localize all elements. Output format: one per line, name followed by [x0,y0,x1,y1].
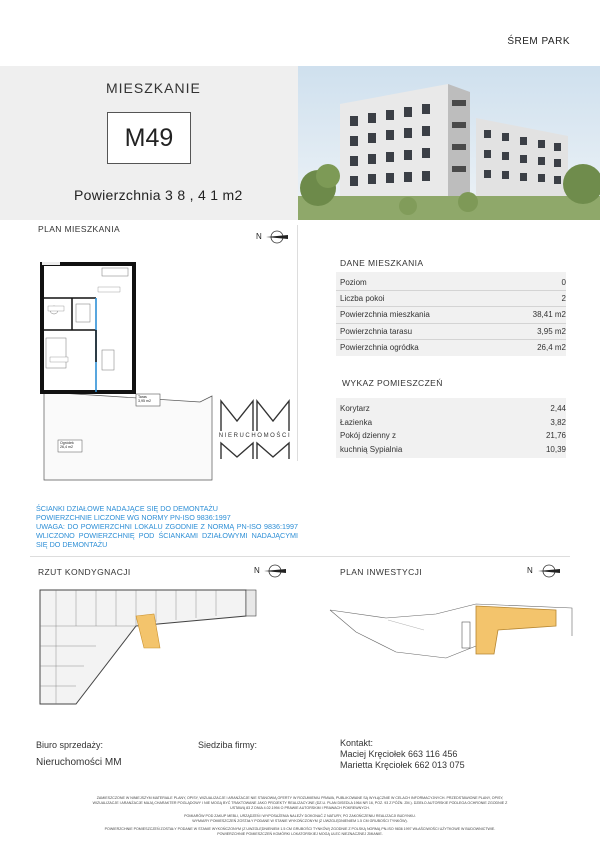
disclaimer-line: ZAMIESZCZONE W NINIEJSZYM MATERIALE PLANY, OPISY, WIZUALIZACJE I ARANŻACJE NIE STANOWIĄ OFERTY W ROZUMIENIU PRAWA, PUBLIKOWANE SĄ WYŁĄCZNIE W CELACH INFORMACYJNYCH. PRZEDSTAWIONE PLANY, OPISY, [96,796,504,800]
terrace-area: 3,95 m2 [138,399,151,403]
room-row [340,416,566,429]
company-logo [215,395,295,465]
headquarters-title: Siedziba firmy: [198,740,258,750]
sales-office-name: Nieruchomości MM [36,757,122,768]
apartment-code-box [107,112,191,164]
details-row-label: Powierzchnia mieszkania [340,310,430,320]
sales-office-title: Biuro sprzedaży: [36,740,104,750]
details-section-title: DANE MIESZKANIA [340,258,424,268]
contact-person-1[interactable]: Maciej Kręciołek 663 116 456 [340,749,458,759]
details-row-label: Liczba pokoi [340,293,385,303]
room-area: 3,82 [550,417,566,427]
plan-section-title: PLAN MIESZKANIA [38,224,121,234]
north-label-2: N [254,566,260,575]
details-row-value: 38,41 m2 [532,310,566,320]
details-row-label: Powierzchnia ogródka [340,343,419,353]
room-row [340,443,566,456]
disclaimer-line: WIZUALIZACJE I ARANŻACJE MAJĄ CHARAKTER POGLĄDOWY I NIE MOGĄ BYĆ TRAKTOWANE JAKO PROJEKTY REALIZACYJNE (DZ.U. PLAN DISEDLA 1964 NR 16, POZ. 93 Z PÓŹN. ZM.). DZIEŁO AUTORSKIE PODLEGA OCHRONIE ZGODNIE Z [92,801,508,805]
disclaimer-line: WYMIARY POMIESZCZEŃ ZOSTAŁY PODANE W STANIE WYKOŃCZONYM (Z UWZGLĘDNIENIEM 1.5 CM GRUBOŚCI TYNKÓW). [192,819,408,823]
north-arrow-icon [264,230,290,244]
room-area: 2,44 [550,404,566,413]
disclaimer-line: POMIARÓW POD ZAKUP MEBLI, URZĄDZEŃ I WYPOSAŻENIA NALEŻY DOKONAĆ Z NATURY, PO ZAKOŃCZENIU REALIZACJI BUDYNKU. [184,814,416,818]
north-label-3: N [527,566,533,575]
disclaimer-line: POWIERZCHNIE POMIESZCZEŃ KOMÓRKI LOKATORSKIEJ MOGĄ ULEC NIEZNACZNEJ ZMIANIE. [217,832,383,836]
details-row [336,340,566,356]
legal-disclaimer [30,796,570,837]
room-name: kuchnią Sypialnia [340,444,403,454]
apartment-label: MIESZKANIE [106,80,201,96]
vertical-divider [297,225,298,461]
north-arrow-icon [536,564,562,578]
details-row-value: 0 [561,277,566,287]
room-row [340,402,566,415]
building-rendering [298,66,600,220]
rooms-section-title: WYKAZ POMIESZCZEŃ [342,378,443,388]
room-area: 21,76 [545,431,566,440]
terrace-name: Taras [138,395,147,399]
details-row [336,307,566,324]
details-row [336,323,566,340]
details-row [336,274,566,291]
note-line-3: UWAGA: DO POWIERZCHNI LOKALU ZGODNIE Z NORMĄ PN-ISO 9836:1997 WLICZONO POWIERZCHNIĘ POD ŚCIANKAMI DZIAŁOWYMI NADAJĄCYMI SIĘ DO DEMONTAŻU [36,522,298,549]
floor-layout-drawing [36,586,286,706]
investment-section-title: PLAN INWESTYCJI [340,567,423,577]
room-area: 10,39 [545,444,566,454]
floor-plan [36,258,216,488]
room-name: Pokój dzienny z [340,431,397,440]
details-row-label: Powierzchnia tarasu [340,326,413,336]
floor-section-title: RZUT KONDYGNACJI [38,567,131,577]
apartment-area: Powierzchnia 3 8 , 4 1 m2 [74,187,243,203]
garden-area: 26,4 m2 [60,445,73,449]
room-row [340,429,566,442]
north-arrow-icon [262,564,288,578]
garden-name: Ogródek [60,441,74,445]
disclaimer-line: POWIERZCHNIE POMIESZCZEŃ ZOSTAŁY PODANE W STANIE WYKOŃCZONYM (Z UWZGLĘDNIENIEM 1.5 CM GRUBOŚCI TYNKÓW) ZGODNIE Z POLSKĄ NORMĄ PN-ISO 9836 1997 WŁAŚCIWOŚCI UŻYTKOWE W BUDOWNICTWIE. [104,827,496,831]
north-label: N [256,232,262,241]
details-row-label: Poziom [340,277,367,287]
disclaimer-line: USTAWĄ 83 Z DNIA 4.02.1994 O PRAWIE AUTORSKIM I PRAWACH POKREWNYCH. [230,806,370,810]
section-divider [30,556,570,557]
details-row [336,290,566,307]
garden-label [60,441,74,449]
note-line-2: POWIERZCHNIE LICZONE WG NORMY PN-ISO 9836:1997 [36,513,231,522]
contact-person-2[interactable]: Marietta Kręciołek 662 013 075 [340,760,465,770]
demolition-note [36,504,298,549]
apartment-code: M49 [124,123,174,152]
details-row-value: 26,4 m2 [537,343,566,353]
terrace-label [138,395,151,403]
logo-subtitle: NIERUCHOMOŚCI [218,433,292,439]
room-name: Korytarz [340,404,370,413]
room-name: Łazienka [340,417,373,427]
brand-name: ŚREM PARK [507,36,570,47]
details-row-value: 3,95 m2 [537,326,566,336]
details-row-value: 2 [561,293,566,303]
note-line-1: ŚCIANKI DZIAŁOWE NADAJĄCE SIĘ DO DEMONTAŻU [36,504,218,513]
investment-plan-drawing [326,596,576,666]
contact-title: Kontakt: [340,738,374,748]
